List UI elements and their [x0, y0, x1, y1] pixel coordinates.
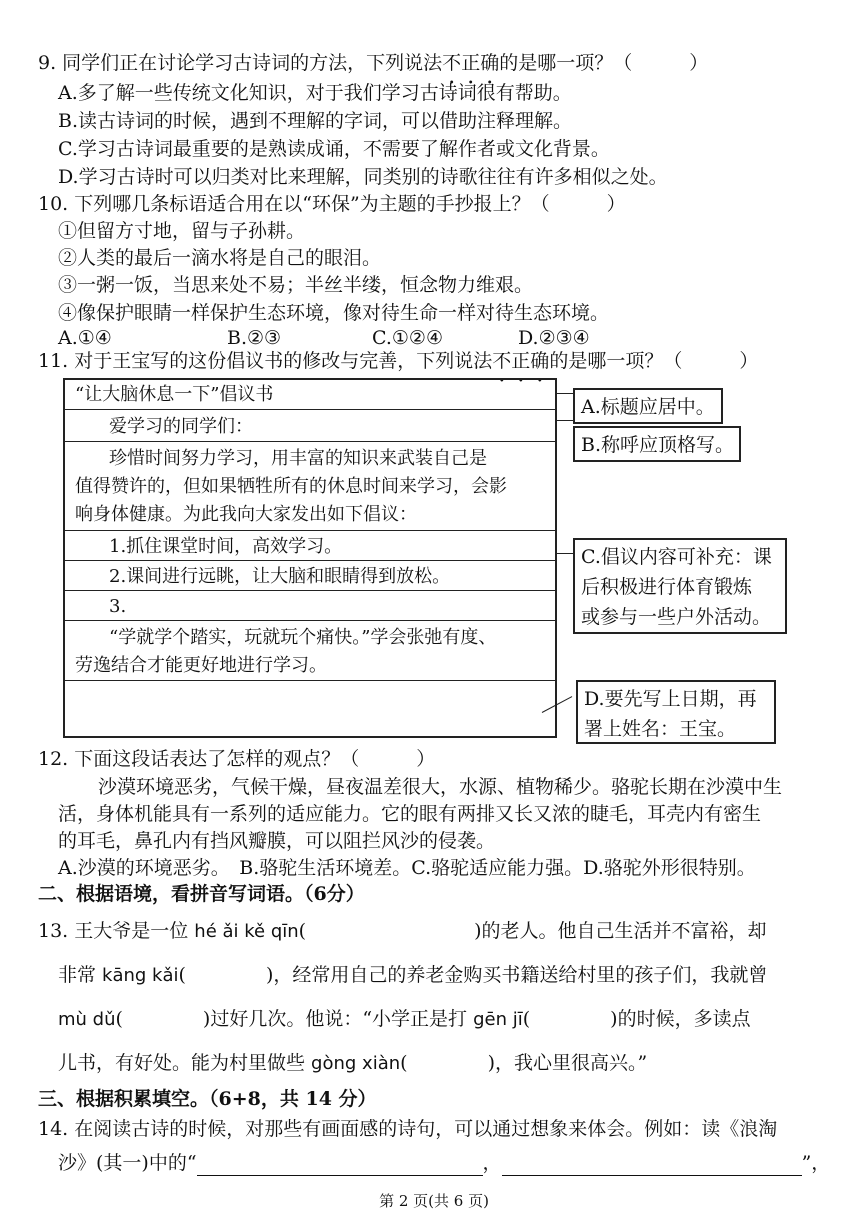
pinyin-kang-kai: kāng kǎi: [102, 965, 179, 986]
pinyin-he-ai-ke-qin: hé ǎi kě qīn: [194, 921, 299, 942]
q13-line-4: 儿书，有好处。能为村里做些 gòng xiàn( )，我心里很高兴。”: [58, 1052, 648, 1074]
letter-proposal-1: 1.抓住课堂时间，高效学习。: [109, 536, 343, 557]
q10-item-4: ④像保护眼睛一样保护生态环境，像对待生命一样对待生态环境。: [58, 302, 610, 324]
q12-passage-line: 活，身体机能具有一系列的适应能力。它的眼有两排又长又浓的睫毛，耳壳内有密生: [58, 803, 762, 825]
q9-option-d[interactable]: D.学习古诗时可以归类对比来理解，同类别的诗歌往往有许多相似之处。: [58, 166, 668, 188]
q10-option-b[interactable]: B.②③: [227, 327, 282, 349]
q13-line-3: mù dǔ( )过好几次。他说：“小学正是打 gēn jī( )的时候，多读点: [58, 1008, 751, 1030]
q11-callout-b[interactable]: B.称呼应顶格写。: [573, 426, 741, 462]
q14-line-1: 14. 在阅读古诗的时候，对那些有画面感的诗句，可以通过想象来体会。例如：读《浪淘: [38, 1118, 778, 1140]
q10-stem: 10. 下列哪几条标语适合用在以“环保”为主题的手抄报上？（ ）: [38, 193, 626, 215]
section-3-heading: 三、根据积累填空。（6+8，共 14 分）: [38, 1088, 377, 1110]
section-2-heading: 二、根据语境，看拼音写词语。（6分）: [38, 883, 365, 905]
letter-closing-line: 劳逸结合才能更好地进行学习。: [75, 655, 327, 676]
letter-body-line: 值得赞许的，但如果牺牲所有的休息时间来学习，会影: [75, 476, 507, 497]
letter-closing-line: “学就学个踏实，玩就玩个痛快。”学会张弛有度、: [109, 627, 497, 648]
q11-callout-d[interactable]: D.要先写上日期，再 署上姓名：王宝。: [576, 680, 776, 744]
q9-option-a[interactable]: A.多了解一些传统文化知识，对于我们学习古诗词很有帮助。: [58, 82, 572, 104]
q13-line-1: 13. 王大爷是一位 hé ǎi kě qīn( )的老人。他自己生活并不富裕，却: [38, 920, 767, 942]
q14-blank-2[interactable]: [502, 1153, 802, 1176]
q11-stem: 11. 对于王宝写的这份倡议书的修改与完善，下列说法不正确的是哪一项？（ ）: [38, 350, 759, 372]
q11-callout-a[interactable]: A.标题应居中。: [573, 388, 723, 424]
q14-line-2: 沙》(其一)中的“ ， ”，: [58, 1152, 831, 1174]
letter-salutation: 爱学习的同学们：: [109, 416, 253, 437]
q12-passage-line: 沙漠环境恶劣，气候干燥，昼夜温差很大，水源、植物稀少。骆驼长期在沙漠中生: [98, 776, 783, 798]
proposal-letter-box: [63, 378, 557, 738]
letter-body-line: 珍惜时间努力学习，用丰富的知识来武装自己是: [109, 448, 487, 469]
q9-stem: 9. 同学们正在讨论学习古诗词的方法，下列说法不正确的是哪一项？（ ）: [38, 52, 709, 74]
q9-option-b[interactable]: B.读古诗词的时候，遇到不理解的字词，可以借助注释理解。: [58, 110, 573, 132]
q12-stem: 12. 下面这段话表达了怎样的观点？（ ）: [38, 748, 436, 770]
pinyin-mu-du: mù dǔ: [58, 1009, 116, 1030]
q10-item-1: ①但留方寸地，留与子孙耕。: [58, 220, 306, 242]
q12-passage-line: 的耳毛，鼻孔内有挡风瓣膜，可以阻拦风沙的侵袭。: [58, 830, 496, 852]
q11-callout-c[interactable]: C.倡议内容可补充：课 后积极进行体育锻炼 或参与一些户外活动。: [573, 538, 787, 634]
q10-item-3: ③一粥一饭，当思来处不易；半丝半缕，恒念物力维艰。: [58, 274, 534, 296]
q13-line-2: 非常 kāng kǎi( )，经常用自己的养老金购买书籍送给村里的孩子们，我就曾: [58, 964, 768, 986]
q10-option-c[interactable]: C.①②④: [372, 327, 443, 349]
letter-body-line: 响身体健康。为此我向大家发出如下倡议：: [75, 504, 417, 525]
q14-blank-1[interactable]: [197, 1153, 483, 1176]
q10-option-a[interactable]: A.①④: [58, 327, 112, 349]
letter-proposal-2: 2.课间进行远眺，让大脑和眼睛得到放松。: [109, 566, 451, 587]
letter-proposal-3: 3.: [109, 596, 127, 617]
q12-options[interactable]: A.沙漠的环境恶劣。 B.骆驼生活环境差。C.骆驼适应能力强。D.骆驼外形很特别。: [58, 857, 756, 879]
q10-option-d[interactable]: D.②③④: [518, 327, 590, 349]
q10-item-2: ②人类的最后一滴水将是自己的眼泪。: [58, 247, 382, 269]
pinyin-gen-ji: gēn jī: [473, 1009, 523, 1030]
page-number: 第 2 页(共 6 页): [379, 1192, 489, 1210]
q9-option-c[interactable]: C.学习古诗词最重要的是熟读成诵，不需要了解作者或文化背景。: [58, 138, 610, 160]
letter-title: “让大脑休息一下”倡议书: [75, 384, 274, 405]
pinyin-gong-xian: gòng xiàn: [311, 1053, 401, 1074]
